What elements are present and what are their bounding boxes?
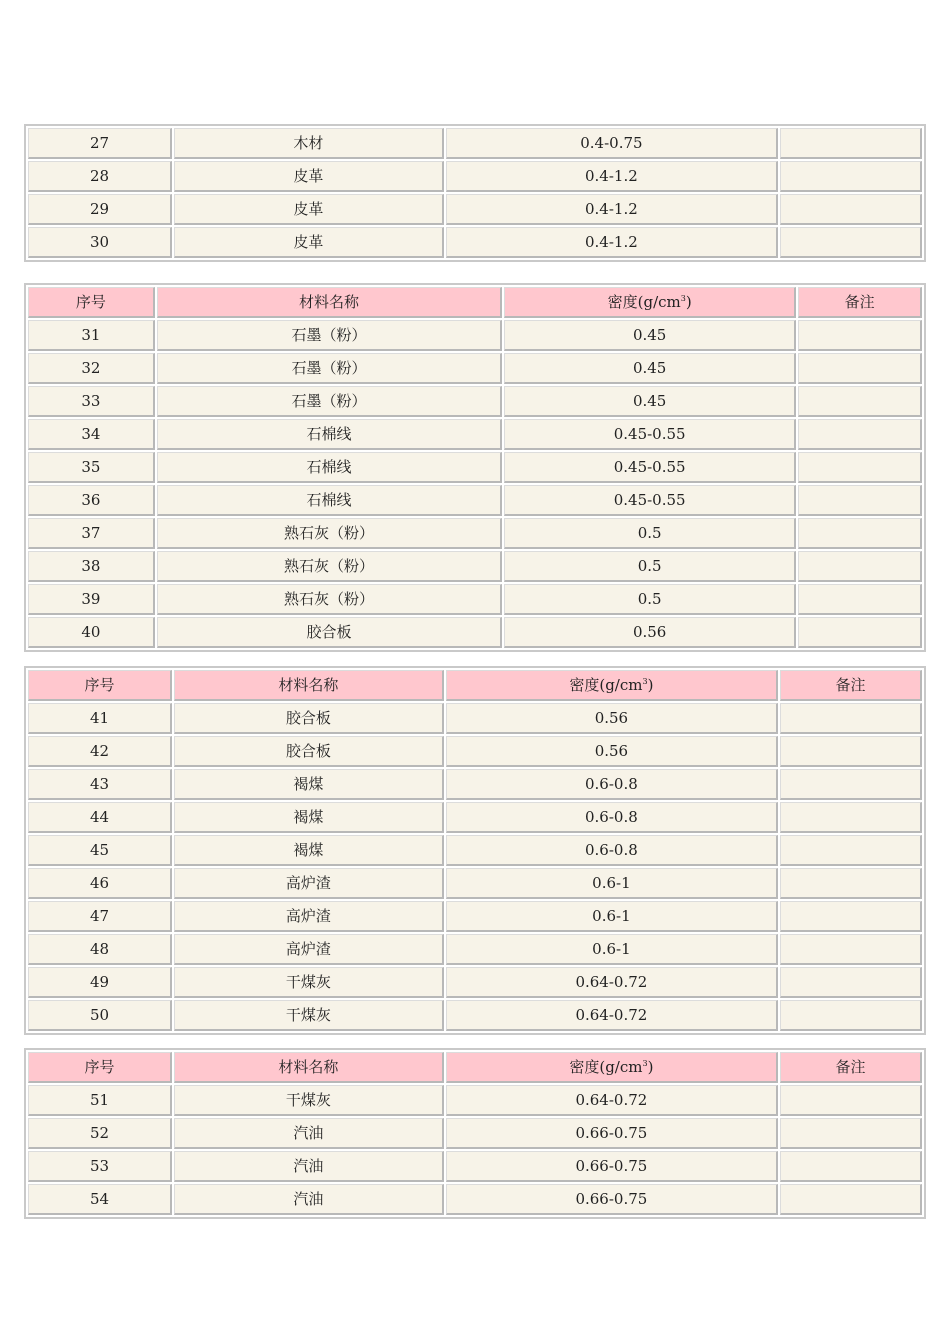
cell-no: 48 [28,934,172,965]
cell-material: 熟石灰（粉） [157,518,502,549]
cell-note [780,934,922,965]
cell-material: 石棉线 [157,419,502,450]
cell-no: 46 [28,868,172,899]
table-row [28,227,922,258]
cell-density: 0.66-0.75 [446,1151,778,1182]
cell-no: 41 [28,703,172,734]
cell-note [798,485,922,516]
cell-note [780,1000,922,1031]
cell-material: 石墨（粉） [157,353,502,384]
cell-material: 汽油 [174,1151,444,1182]
density-table-3 [24,666,926,1035]
table-row [28,584,922,615]
cell-density: 0.45-0.55 [504,485,796,516]
cell-density: 0.45 [504,353,796,384]
cell-note [780,1184,922,1215]
cell-note [780,1118,922,1149]
cell-note [780,868,922,899]
cell-note [798,551,922,582]
table-row [28,703,922,734]
density-table-4 [24,1048,926,1219]
table-row [28,386,922,417]
cell-no: 40 [28,617,155,648]
cell-note [780,1151,922,1182]
cell-density: 0.6-1 [446,934,778,965]
cell-material: 褐煤 [174,835,444,866]
cell-density: 0.66-0.75 [446,1118,778,1149]
table-row [28,934,922,965]
cell-density: 0.4-1.2 [446,227,778,258]
cell-density: 0.6-1 [446,901,778,932]
cell-no: 54 [28,1184,172,1215]
density-table-1 [24,124,926,262]
cell-material: 褐煤 [174,802,444,833]
cell-density: 0.45 [504,386,796,417]
density-table-2 [24,283,926,652]
header-material: 材料名称 [174,670,444,701]
header-no: 序号 [28,1052,172,1083]
cell-no: 53 [28,1151,172,1182]
header-no: 序号 [28,670,172,701]
cell-material: 高炉渣 [174,901,444,932]
cell-no: 50 [28,1000,172,1031]
cell-material: 胶合板 [174,736,444,767]
cell-note [780,802,922,833]
cell-no: 29 [28,194,172,225]
cell-no: 35 [28,452,155,483]
table-header-row [28,1052,922,1083]
table-row [28,485,922,516]
table-row [28,353,922,384]
table-row [28,868,922,899]
table-row [28,518,922,549]
cell-note [798,419,922,450]
cell-density: 0.4-1.2 [446,161,778,192]
cell-density: 0.5 [504,584,796,615]
cell-note [798,584,922,615]
cell-no: 33 [28,386,155,417]
cell-density: 0.66-0.75 [446,1184,778,1215]
cell-no: 32 [28,353,155,384]
cell-material: 干煤灰 [174,967,444,998]
cell-no: 43 [28,769,172,800]
table-row [28,1184,922,1215]
cell-density: 0.5 [504,518,796,549]
cell-material: 石墨（粉） [157,320,502,351]
cell-density: 0.64-0.72 [446,1000,778,1031]
table-header-row [28,670,922,701]
table-row [28,617,922,648]
header-density: 密度$(g/cm^3)$ [446,1052,778,1083]
cell-note [798,320,922,351]
cell-note [798,386,922,417]
cell-no: 38 [28,551,155,582]
cell-no: 45 [28,835,172,866]
cell-density: 0.56 [446,703,778,734]
cell-no: 42 [28,736,172,767]
cell-material: 皮革 [174,161,444,192]
cell-material: 熟石灰（粉） [157,551,502,582]
table-row [28,802,922,833]
cell-no: 49 [28,967,172,998]
cell-material: 胶合板 [174,703,444,734]
cell-no: 51 [28,1085,172,1116]
cell-material: 汽油 [174,1184,444,1215]
cell-no: 47 [28,901,172,932]
cell-density: 0.6-0.8 [446,835,778,866]
header-density: 密度$(g/cm^3)$ [446,670,778,701]
header-material: 材料名称 [174,1052,444,1083]
cell-note [780,227,922,258]
cell-note [780,901,922,932]
table-row [28,1085,922,1116]
cell-material: 皮革 [174,194,444,225]
cell-density: 0.56 [504,617,796,648]
cell-note [798,617,922,648]
cell-density: 0.6-0.8 [446,769,778,800]
cell-no: 52 [28,1118,172,1149]
cell-material: 干煤灰 [174,1085,444,1116]
cell-note [780,161,922,192]
cell-material: 胶合板 [157,617,502,648]
cell-density: 0.6-0.8 [446,802,778,833]
table-row [28,736,922,767]
cell-material: 汽油 [174,1118,444,1149]
cell-note [780,769,922,800]
cell-density: 0.45-0.55 [504,419,796,450]
cell-note [780,736,922,767]
cell-material: 熟石灰（粉） [157,584,502,615]
cell-note [780,967,922,998]
cell-density: 0.4-1.2 [446,194,778,225]
cell-density: 0.5 [504,551,796,582]
header-note: 备注 [798,287,922,318]
cell-no: 28 [28,161,172,192]
header-material: 材料名称 [157,287,502,318]
cell-note [780,703,922,734]
cell-no: 34 [28,419,155,450]
cell-no: 30 [28,227,172,258]
header-no: 序号 [28,287,155,318]
table-header-row [28,287,922,318]
cell-material: 干煤灰 [174,1000,444,1031]
table-row [28,1118,922,1149]
table-row [28,1000,922,1031]
cell-density: 0.6-1 [446,868,778,899]
cell-note [780,194,922,225]
header-note: 备注 [780,670,922,701]
cell-material: 褐煤 [174,769,444,800]
table-row [28,769,922,800]
table-row [28,1151,922,1182]
table-row [28,194,922,225]
table-row [28,551,922,582]
table-row [28,452,922,483]
table-row [28,835,922,866]
cell-note [780,1085,922,1116]
table-row [28,901,922,932]
cell-note [780,835,922,866]
cell-density: 0.45 [504,320,796,351]
cell-density: 0.64-0.72 [446,967,778,998]
header-note: 备注 [780,1052,922,1083]
cell-no: 44 [28,802,172,833]
cell-density: 0.64-0.72 [446,1085,778,1116]
cell-no: 39 [28,584,155,615]
cell-note [798,452,922,483]
cell-no: 31 [28,320,155,351]
cell-no: 36 [28,485,155,516]
cell-material: 石墨（粉） [157,386,502,417]
cell-material: 木材 [174,128,444,159]
table-row [28,128,922,159]
header-density: 密度$(g/cm^3)$ [504,287,796,318]
cell-material: 皮革 [174,227,444,258]
table-row [28,419,922,450]
table-row [28,161,922,192]
cell-no: 27 [28,128,172,159]
table-row [28,320,922,351]
cell-note [798,518,922,549]
cell-density: 0.4-0.75 [446,128,778,159]
cell-density: 0.56 [446,736,778,767]
cell-material: 高炉渣 [174,934,444,965]
cell-no: 37 [28,518,155,549]
cell-note [780,128,922,159]
cell-material: 石棉线 [157,452,502,483]
cell-material: 高炉渣 [174,868,444,899]
cell-note [798,353,922,384]
table-row [28,967,922,998]
cell-density: 0.45-0.55 [504,452,796,483]
cell-material: 石棉线 [157,485,502,516]
